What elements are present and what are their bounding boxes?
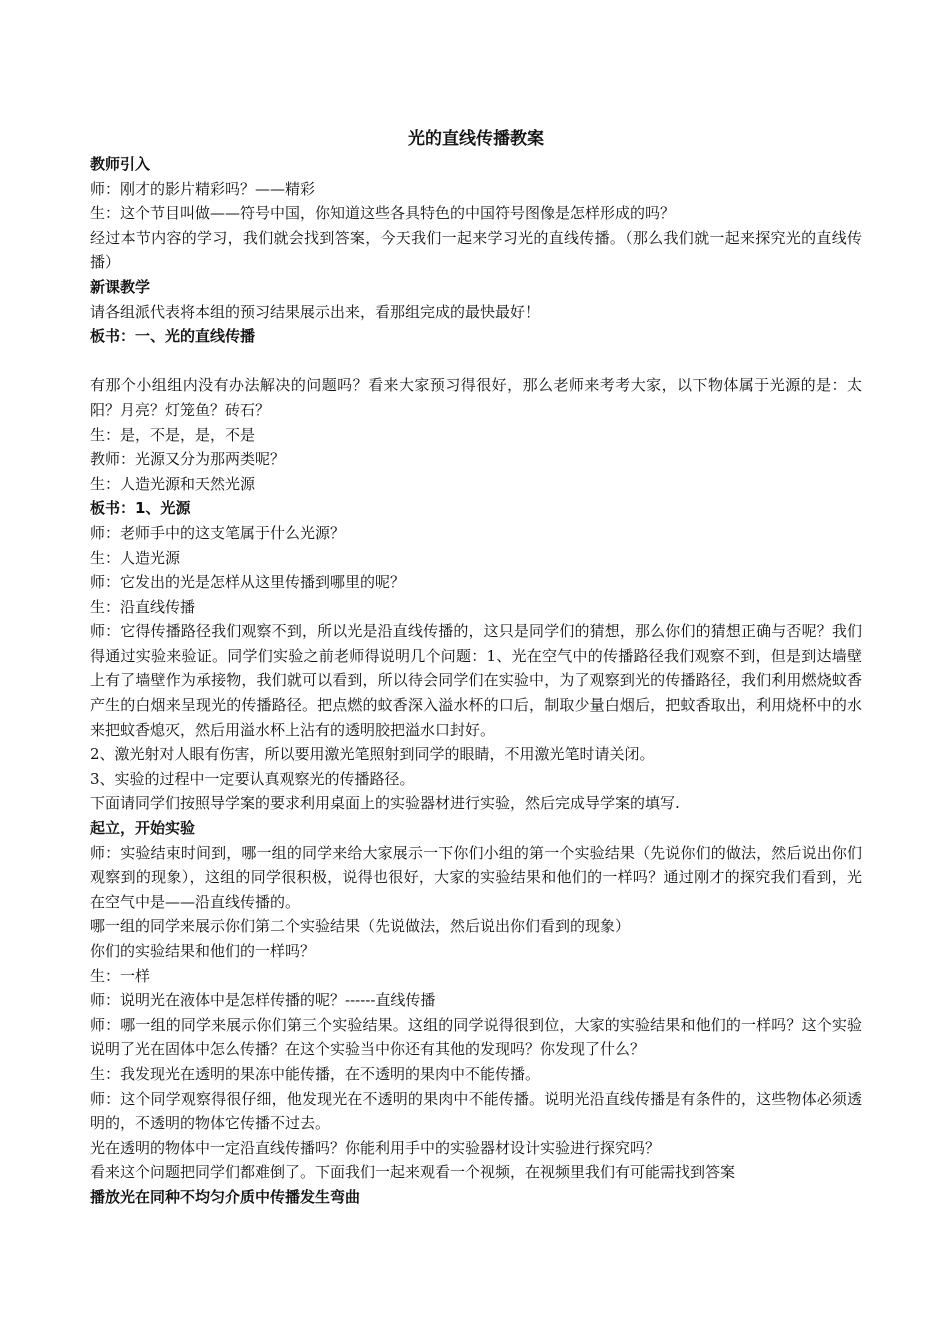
paragraph: 看来这个问题把同学们都难倒了。下面我们一起来观看一个视频，在视频里我们有可能需找到答案 (90, 1163, 736, 1182)
document-page (90, 126, 862, 1210)
paragraph: 师：它发出的光是怎样从这里传播到哪里的呢？ (90, 573, 406, 592)
paragraph: 生：人造光源和天然光源 (90, 474, 256, 493)
section-heading: 板书：1、光源 (90, 499, 191, 518)
blank-line (90, 349, 862, 374)
section-heading: 起立，开始实验 (90, 819, 196, 838)
paragraph: 师：这个同学观察得很仔细，他发现光在不透明的果肉中不能传播。说明光沿直线传播是有条件的，这些物体必须透明的，不透明的物体它传播不过去。 (90, 1089, 862, 1133)
paragraph: 师：实验结束时间到，哪一组的同学来给大家展示一下你们小组的第一个实验结果（先说你们的做法，然后说出你们观察到的现象），这组的同学很积极，说得也很好，大家的实验结果和他们的一样吗？通过刚才的探究我们看到，光在空气中是——沿直线传播的。 (90, 843, 862, 911)
section-heading: 播放光在同种不均匀介质中传播发生弯曲 (90, 1187, 361, 1206)
paragraph: 生：一样 (90, 966, 151, 985)
document-title: 光的直线传播教案 (408, 129, 544, 149)
paragraph: 教师：光源又分为那两类呢？ (90, 450, 286, 469)
paragraph: 请各组派代表将本组的预习结果展示出来，看那组完成的最快最好！ (90, 302, 541, 321)
paragraph: 哪一组的同学来展示你们第二个实验结果（先说做法，然后说出你们看到的现象） (90, 917, 631, 936)
section-heading: 教师引入 (90, 155, 151, 173)
paragraph: 师：老师手中的这支笔属于什么光源？ (90, 523, 346, 542)
paragraph: 3、实验的过程中一定要认真观察光的传播路径。 (90, 769, 415, 788)
paragraph: 生：这个节目叫做——符号中国，你知道这些各具特色的中国符号图像是怎样形成的吗？ (90, 204, 676, 223)
document-body (90, 152, 862, 1210)
paragraph: 生：人造光源 (90, 548, 181, 567)
paragraph: 生：我发现光在透明的果冻中能传播，在不透明的果肉中不能传播。 (90, 1064, 541, 1083)
paragraph: 下面请同学们按照导学案的要求利用桌面上的实验器材进行实验，然后完成导学案的填写. (90, 794, 680, 813)
paragraph: 生：沿直线传播 (90, 597, 196, 616)
paragraph: 你们的实验结果和他们的一样吗？ (90, 942, 316, 960)
paragraph: 光在透明的物体中一定沿直线传播吗？你能利用手中的实验器材设计实验进行探究吗？ (90, 1138, 661, 1157)
section-heading: 新课教学 (90, 277, 151, 296)
section-heading: 板书：一、光的直线传播 (90, 327, 256, 346)
paragraph: 2、激光射对人眼有伤害，所以要用激光笔照射到同学的眼睛，不用激光笔时请关闭。 (90, 745, 655, 764)
paragraph: 师：哪一组的同学来展示你们第三个实验结果。这组的同学说得很到位，大家的实验结果和他们的一样吗？这个实验说明了光在固体中怎么传播？在这个实验当中你还有其他的发现吗？你发现了什么？ (90, 1015, 862, 1059)
paragraph: 有那个小组组内没有办法解决的问题吗？看来大家预习得很好，那么老师来考考大家，以下物体属于光源的是：太阳？月亮？灯笼鱼？砖石？ (90, 376, 862, 419)
paragraph: 生：是，不是，是，不是 (90, 425, 256, 444)
paragraph: 师：说明光在液体中是怎样传播的呢？------直线传播 (90, 991, 436, 1010)
paragraph: 师：刚才的影片精彩吗？——精彩 (90, 179, 316, 198)
paragraph: 经过本节内容的学习，我们就会找到答案，今天我们一起来学习光的直线传播。（那么我们就一起来探究光的直线传播） (90, 228, 862, 272)
paragraph: 师：它得传播路径我们观察不到，所以光是沿直线传播的，这只是同学们的猜想，那么你们的猜想正确与否呢？我们得通过实验来验证。同学们实验之前老师得说明几个问题：1、光在空气中的传播路径我们观察不到，但是到达墙壁上有了墙壁作为承接物，我们就可以看到，所以待会同学们在实验中，为了观察到光的传播路径，我们利用燃烧蚊香产生的白烟来呈现光的传播路径。把点燃的蚊香深入溢水杯的口后，制取少量白烟后，把蚊香取出，利用烧杯中的水来把蚊香熄灭，然后用溢水杯上沾有的透明胶把溢水口封好。 (90, 622, 862, 739)
